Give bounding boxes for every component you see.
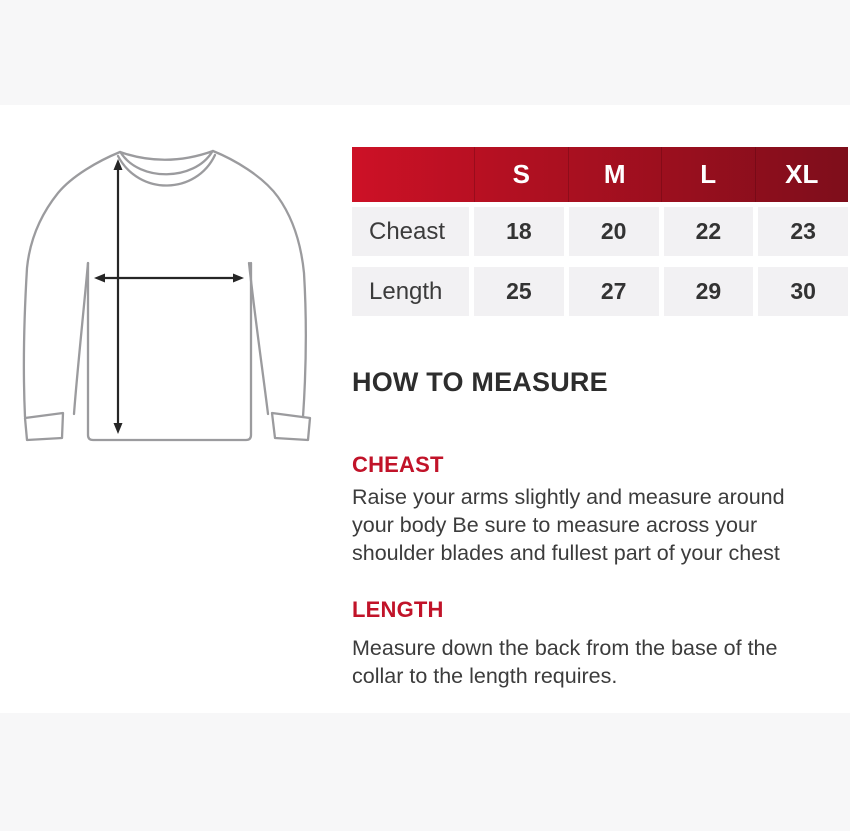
cheast-value-xl: 23 bbox=[758, 207, 848, 256]
table-row-cheast bbox=[352, 207, 848, 256]
row-label-length: Length bbox=[352, 267, 469, 316]
chest-arrow bbox=[94, 274, 244, 283]
size-table-header bbox=[352, 147, 848, 202]
shirt-measurement-diagram bbox=[0, 118, 345, 488]
cheast-value-l: 22 bbox=[664, 207, 754, 256]
cheast-section-text bbox=[352, 483, 785, 567]
length-value-xl: 30 bbox=[758, 267, 848, 316]
header-cell-size-s: S bbox=[474, 147, 568, 202]
collar-back-line bbox=[120, 151, 213, 160]
left-sleeve-outer bbox=[24, 152, 120, 417]
length-value-s: 25 bbox=[474, 267, 564, 316]
length-arrow bbox=[114, 159, 123, 434]
header-cell-empty bbox=[352, 147, 474, 202]
cheast-text-line: shoulder blades and fullest part of your chest bbox=[352, 541, 780, 565]
cheast-value-s: 18 bbox=[474, 207, 564, 256]
cheast-section-heading: CHEAST bbox=[352, 452, 444, 477]
shirt-body bbox=[88, 263, 251, 440]
right-cuff bbox=[272, 413, 310, 440]
header-cell-size-m: M bbox=[568, 147, 662, 202]
right-sleeve-outer bbox=[213, 151, 306, 417]
header-cell-size-xl: XL bbox=[755, 147, 849, 202]
left-cuff bbox=[25, 413, 63, 440]
cheast-text-line: your body Be sure to measure across your bbox=[352, 513, 758, 537]
length-value-m: 27 bbox=[569, 267, 659, 316]
table-row-length bbox=[352, 267, 848, 316]
length-section-text bbox=[352, 634, 777, 690]
length-text-line: collar to the length requires. bbox=[352, 664, 618, 688]
length-section-heading: LENGTH bbox=[352, 597, 444, 622]
left-sleeve-inner bbox=[74, 263, 88, 414]
header-cell-size-l: L bbox=[661, 147, 755, 202]
length-text-line: Measure down the back from the base of the bbox=[352, 636, 778, 660]
cheast-value-m: 20 bbox=[569, 207, 659, 256]
how-to-measure-title: HOW TO MEASURE bbox=[352, 367, 608, 397]
shirt-outline bbox=[24, 151, 310, 440]
length-value-l: 29 bbox=[664, 267, 754, 316]
row-label-cheast: Cheast bbox=[352, 207, 469, 256]
size-table bbox=[352, 147, 848, 316]
cheast-text-line: Raise your arms slightly and measure around bbox=[352, 485, 785, 509]
